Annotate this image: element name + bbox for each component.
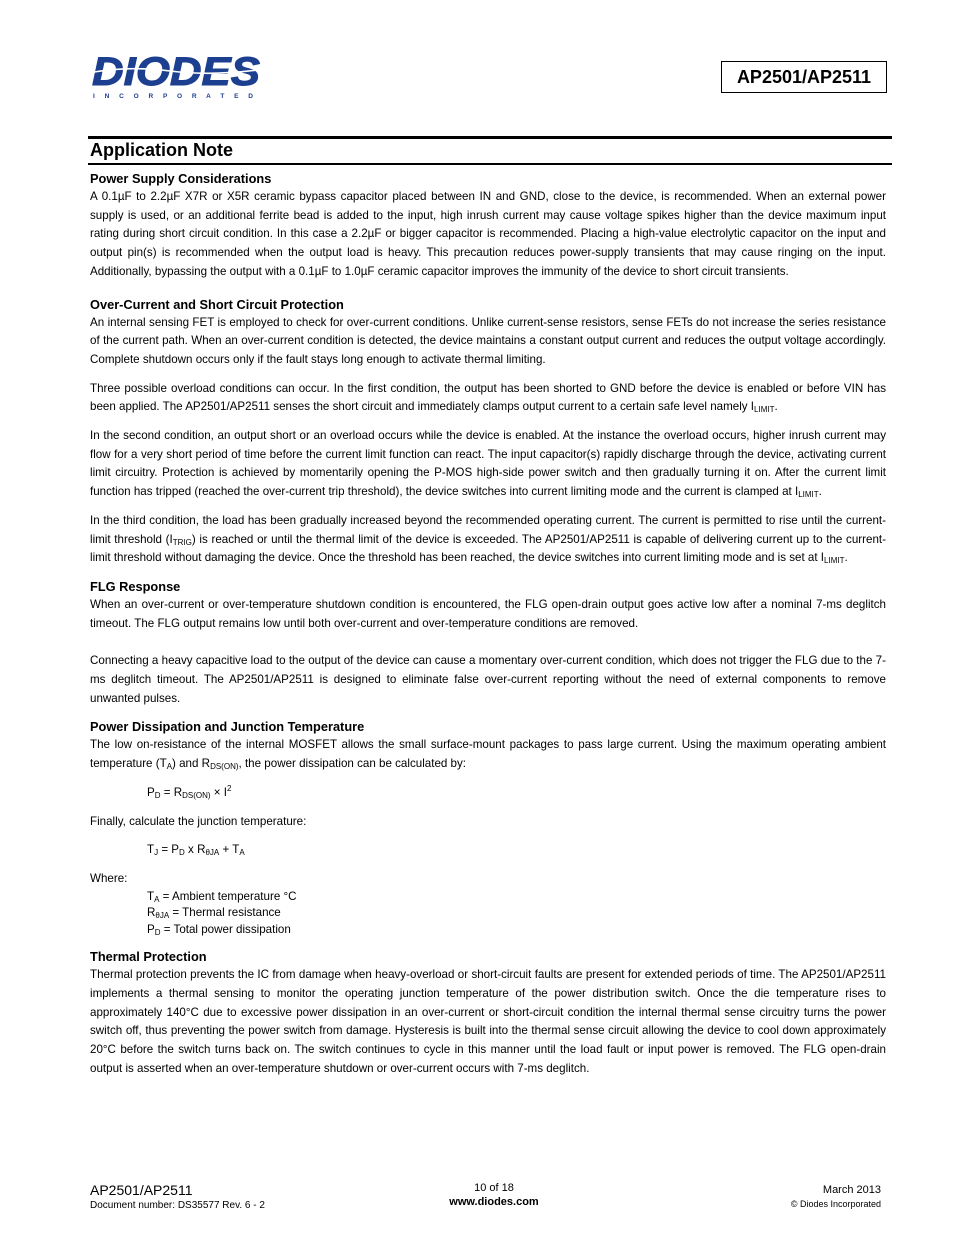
junction-temperature-equation: $T_J = P_D$ x $R_{\theta JA} + T_A$: [147, 843, 245, 858]
footer-left: [90, 1182, 265, 1211]
paragraph: A 0.1µF to 2.2µF X7R or X5R ceramic bypass capacitor placed between IN and GND, close to the device, is recommended. When an external power supply is used, or an additional ferrite bead is added to the input, high inrush current may cause voltage spikes higher than the device maximum input rating during short circuit condition. In this case a 2.2µF or bigger capacitor is recommended. Placing a high-value electrolytic capacitor on the input and output pin(s) is recommended when the output load is heavy. This precaution reduces power-supply transients that may cause ringing on the input. Additionally, bypassing the output with a 0.1µF to 1.0µF ceramic capacitor improves the immunity of the device to short circuit transients.: [90, 190, 886, 278]
definition-item: $R_{\theta JA}$ = Thermal resistance: [147, 906, 281, 921]
footer-document-number: Document number: DS35577 Rev. 6 - 2: [90, 1200, 265, 1211]
header-rule: [88, 136, 892, 139]
page-number: 10 of 18: [474, 1182, 514, 1194]
title-rule: [88, 163, 892, 165]
where-label: Where:: [90, 871, 128, 885]
page-title: Application Note: [90, 140, 233, 160]
paragraph: Thermal protection prevents the IC from damage when heavy-overload or short-circuit faults are present for extended periods of time. The AP2501/AP2511 implements a thermal sensing to monitor the operating junction temperature of the power distribution switch. Once the die temperature rises to approximately 140°C due to excessive power dissipation in an over-current or short-circuit condition the internal thermal sense circuitry turns the power switch off, thus preventing the power switch from damage. Hysteresis is built into the thermal sense circuit allowing the device to cool down approximately 20°C before the switch turns back on. The switch continues to cycle in this manner until the load fault or input power is removed. The FLG open-drain output is asserted when an over-temperature shutdown or over-current occurs with 7-ms deglitch.: [90, 968, 886, 1075]
definition-item: $T_A$ = Ambient temperature °C: [147, 889, 297, 904]
section-heading-overcurrent: Over-Current and Short Circuit Protection: [90, 296, 344, 312]
paragraph: In the second condition, an output short or an overload occurs while the device is enabled. At the instance the overload occurs, higher inrush current may flow for a very short period of time before the current limit function can react. The input capacitor(s) rapidly discharge through the device, activating current limit circuitry. Protection is achieved by momentarily opening the P-MOS high-side power switch and then gradually turning it on. After the current limit function has tripped (reached the over-current trip threshold), the device switches into current limiting mode and the current is clamped at $I_{LIMIT}$.: [90, 429, 886, 500]
footer-date: March 2013: [822, 1184, 881, 1196]
paragraph: Three possible overload conditions can occur. In the first condition, the output has been shorted to GND before the device is enabled or before VIN has been applied. The AP2501/AP2511 senses the short circuit and immediately clamps output current to a certain safe level namely $I_{LIMIT}$.: [90, 381, 886, 415]
part-number-box: AP2501/AP2511: [721, 61, 887, 93]
footer-right: [791, 1184, 881, 1209]
svg-text:I N C O R P O R A T E D: I N C O R P O R A T E D: [93, 93, 253, 100]
paragraph: When an over-current or over-temperature shutdown condition is encountered, the FLG open-drain output goes active low after a nominal 7-ms deglitch timeout. The FLG output remains low until both over-current and over-temperature conditions are removed.: [90, 597, 886, 630]
power-equation: $P_D = R_{DS(ON)} \times I^2$: [147, 783, 232, 800]
paragraph: An internal sensing FET is employed to check for over-current conditions. Unlike current-sense resistors, sense FETs do not increase the series resistance of the current path. When an over-current condition is detected, the device maintains a constant output current and reduces the output voltage accordingly. Complete shutdown occurs only if the fault stays long enough to activate thermal limiting.: [90, 315, 886, 366]
diodes-logo: [90, 52, 265, 102]
diodes-logo-graphic: [90, 52, 265, 102]
website-link[interactable]: www.diodes.com: [449, 1196, 539, 1208]
definition-item: $P_D$ = Total power dissipation: [147, 922, 291, 937]
paragraph: Connecting a heavy capacitive load to the output of the device can cause a momentary over-current condition, which does not trigger the FLG due to the 7-ms deglitch timeout. The AP2501/AP2511 is designed to eliminate false over-current reporting without the need of external components to remove unwanted pulses.: [90, 654, 886, 705]
section-heading-power-dissipation: Power Dissipation and Junction Temperature: [90, 719, 365, 735]
paragraph: In the third condition, the load has been gradually increased beyond the recommended operating current. The current is permitted to rise until the current-limit threshold $(I_{TRIG})$ is reached or until the thermal limit of the device is exceeded. The AP2501/AP2511 is capable of delivering current up to the current-limit threshold without damaging the device. Once the threshold has been reached, the device switches into current limiting mode and is set at $I_{LIMIT}$.: [90, 513, 886, 566]
paragraph: Finally, calculate the junction temperature:: [90, 814, 307, 828]
footer-copyright: © Diodes Incorporated: [790, 1199, 881, 1209]
section-heading-flg: FLG Response: [90, 578, 181, 594]
section-heading-thermal: Thermal Protection: [90, 949, 207, 965]
definitions-list: [90, 889, 886, 939]
paragraph: The low on-resistance of the internal MOSFET allows the small surface-mount packages to pass large current. Using the maximum operating ambient temperature $(T_A)$ and $R_{DS(ON)}$, the power dissipation can be calculated by:: [90, 738, 886, 772]
section-heading-power-supply: Power Supply Considerations: [90, 171, 272, 186]
footer-part-number: AP2501/AP2511: [90, 1182, 193, 1198]
svg-text:DIODES: DIODES: [92, 52, 261, 94]
footer-center: [394, 1182, 594, 1208]
document-body: [90, 170, 886, 1078]
